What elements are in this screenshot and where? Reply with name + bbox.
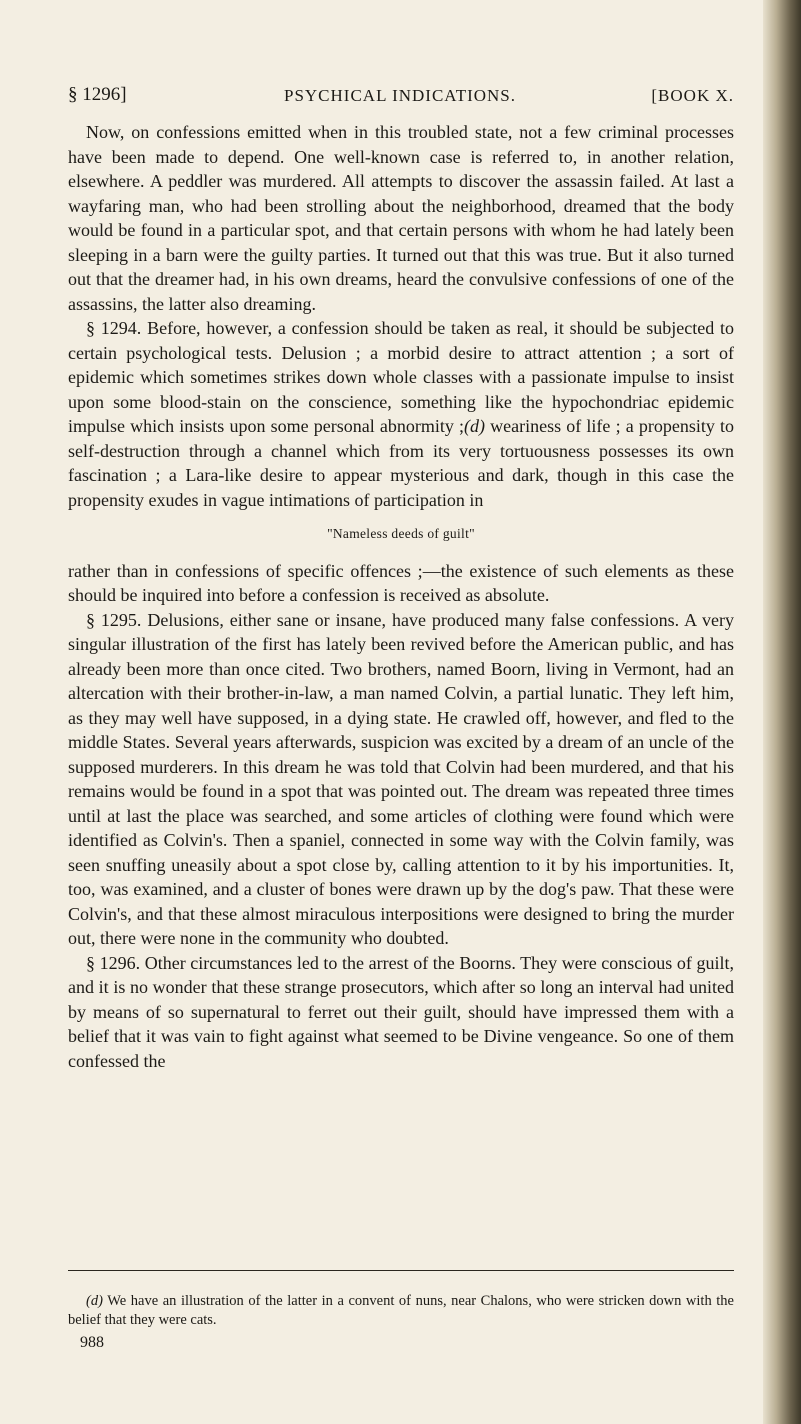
paragraph-1294-start: § 1294. Before, however, a confession should be taken as real, it should be subjected to certain psychological tests. Delusion ; a morbid desire to attract attention ; a sort of epidemic which sometimes strikes down whole classes with a passionate impulse to insist upon some blood-stain on the conscience, something like the hypochondriac epidemic impulse which insists upon some personal abnormity ; [68,318,734,436]
footnote-reference: (d) [464,416,486,436]
header-running-title: PSYCHICAL INDICATIONS. [284,86,516,105]
footnote-marker: (d) [86,1293,103,1309]
page-number: 988 [80,1334,104,1351]
block-quote: "Nameless deeds of guilt" [327,526,475,541]
footnote [68,1292,734,1330]
main-text [68,120,734,1073]
paragraph-1: Now, on confessions emitted when in this troubled state, not a few criminal processes have been made to depend. One well-known case is referred to, in another relation, elsewhere. A peddler was murdered. All attempts to discover the assassin failed. At last a wayfaring man, who had been strolling about the neighborhood, dreamed that the body would be found in a particular spot, and that certain persons with whom he had lately been sleeping in a barn were the guilty parties. It turned out that this was true. But it also turned out that the dreamer had, in his own dreams, heard the convulsive confessions of one of the assassins, the latter also dreaming. [68,122,734,314]
paragraph-continuation: rather than in confessions of specific offences ;—the existence of such elements as these should be inquired into before a confession is received as absolute. [68,560,734,605]
paragraph-1296: § 1296. Other circumstances led to the arrest of the Boorns. They were conscious of guilt, and it is no wonder that these strange prosecutors, which after so long an interval had united by means of so supernatural to ferret out their guilt, should have impressed them with a belief that it was vain to fight against what seemed to be Divine vengeance. So one of them confessed the [68,952,734,1071]
running-header [68,84,734,114]
footnote-rule [68,1270,734,1271]
footnote-text-line [68,1292,734,1330]
header-book-label: [BOOK X. [651,86,734,105]
paragraph-1294 [68,316,734,512]
header-section-number: § 1296] [68,84,127,105]
paragraph-1295: § 1295. Delusions, either sane or insane, have produced many false confessions. A very singular illustration of the first has lately been revived before the American public, and has already been more than once cited. Two brothers, named Boorn, living in Vermont, had an altercation with their brother-in-law, a man named Colvin, a partial lunatic. They left him, as they may well have supposed, in a dying state. He crawled off, however, and fled to the middle States. Several years afterwards, suspicion was excited by a dream of an uncle of the supposed murderers. In this dream he was told that Colvin had been murdered, and that his remains would be found in a spot that was pointed out. The dream was repeated three times until at last the place was searched, and some articles of clothing were found which were identified as Colvin's. Then a spaniel, connected in some way with the Colvin family, was seen snuffing uneasily about a spot close by, calling attention to it by his importunities. It, too, was examined, and a cluster of bones were drawn up by the dog's paw. That these were Colvin's, and that these almost miraculous interpositions were designed to bring the murder out, there were none in the community who doubted. [68,609,734,948]
paragraph-1294-end: weariness of life ; a propensity to self-destruction through a channel which from its very tortuousness possesses its own fascination ; a Lara-like desire to appear mysterious and dark, though in this case the propensity exudes in vague intimations of participation in [68,416,734,510]
page-binding-shadow [763,0,801,1424]
footnote-text: We have an illustration of the latter in a convent of nuns, near Chalons, who were stricken down with the belief that they were cats. [68,1293,734,1328]
